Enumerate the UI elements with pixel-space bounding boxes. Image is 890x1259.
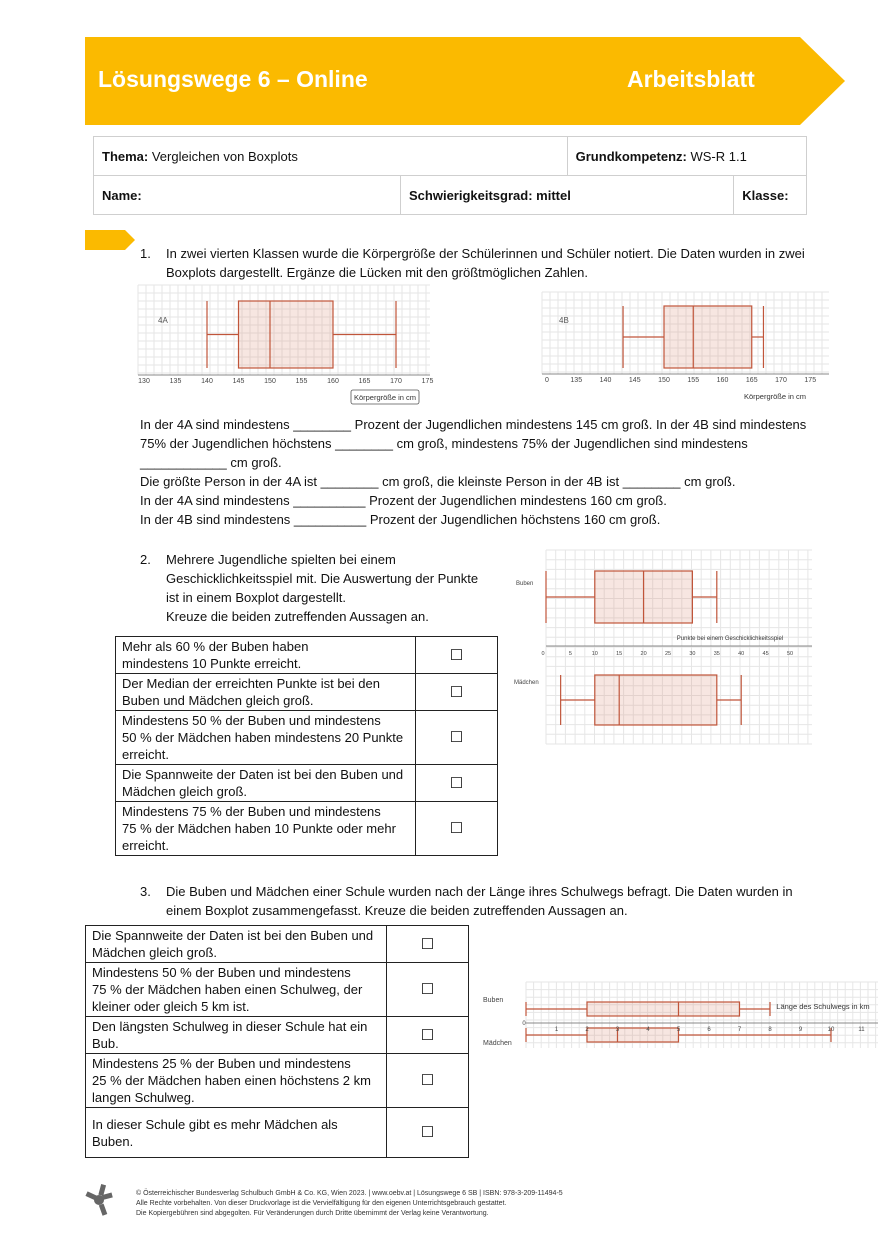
checkbox[interactable]: ☐ xyxy=(387,926,469,963)
publisher-logo xyxy=(84,1183,114,1217)
tick-label: 135 xyxy=(570,377,583,384)
checkbox[interactable]: ☐ xyxy=(416,637,498,674)
schwierigkeit-cell: Schwierigkeitsgrad: mittel xyxy=(401,176,734,215)
series-label: 4A xyxy=(158,316,168,325)
tick-label: 145 xyxy=(628,377,641,384)
tick-label: 145 xyxy=(232,378,245,385)
boxplot-4a xyxy=(138,285,434,410)
statement-row: Den längsten Schulweg in dieser Schule hat ein Bub. ☐ xyxy=(86,1017,469,1054)
series-label: 4B xyxy=(559,316,569,325)
statement-row: Mindestens 50 % der Buben und mindestens 75 % der Mädchen haben einen Schulweg, der kleiner oder gleich 5 km ist. ☐ xyxy=(86,963,469,1017)
checkbox[interactable]: ☐ xyxy=(387,1108,469,1158)
checkbox[interactable]: ☐ xyxy=(387,963,469,1017)
box xyxy=(587,1002,740,1016)
checkbox[interactable]: ☐ xyxy=(416,674,498,711)
tick-label: 140 xyxy=(599,377,612,384)
task2-number: 2. xyxy=(140,552,151,567)
task1-number: 1. xyxy=(140,246,151,261)
tick-label: 165 xyxy=(358,378,371,385)
box xyxy=(664,306,752,368)
tick-label: 11 xyxy=(858,1027,865,1033)
tick-label: 10 xyxy=(591,651,598,657)
tick-label: 5 xyxy=(568,651,572,657)
tick-label: 160 xyxy=(327,378,339,385)
axis-label: Körpergröße in cm xyxy=(743,392,807,401)
tick-label: 170 xyxy=(775,377,787,384)
klasse-cell: Klasse: xyxy=(734,176,807,215)
tick-label: 25 xyxy=(664,651,672,657)
series-label: Mädchen xyxy=(483,1040,512,1047)
document-type: Arbeitsblatt xyxy=(627,66,755,92)
task3-intro: Die Buben und Mädchen einer Schule wurden nach der Länge ihres Schulwegs befragt. Die Daten wurden in einem Boxplot zusammengefasst. Kreuze die beiden zutreffenden Aussagen an. xyxy=(166,884,793,918)
statement-row: Mindestens 75 % der Buben und mindestens 75 % der Mädchen haben 10 Punkte oder mehr erreicht. ☐ xyxy=(116,802,498,856)
section-marker xyxy=(85,230,135,250)
statement-row: Mindestens 50 % der Buben und mindestens 50 % der Mädchen haben mindestens 20 Punkte erreicht. ☐ xyxy=(116,711,498,765)
tick-label: 155 xyxy=(295,378,308,385)
box xyxy=(595,675,717,725)
tick-label: 2 xyxy=(585,1027,589,1033)
checkbox[interactable]: ☐ xyxy=(387,1054,469,1108)
tick-label: 30 xyxy=(689,651,696,657)
tick-label: 8 xyxy=(768,1027,772,1033)
task1-text: In der 4A sind mindestens ________ Prozent der Jugendlichen mindestens 145 cm groß. In der 4B sind mindestens 75% der Jugendlichen höchstens ________ cm groß, mindestens 75% der Jugendlichen sind mindestens ____________ cm groß. Die größte Person in der 4A ist ________ cm groß, die kleinste Person in der 4B ist ________ cm groß. In der 4A sind mindestens __________ Prozent der Jugendlichen mindestens 160 cm groß. In der 4B sind mindestens __________ Prozent der Jugendlichen höchstens 160 cm groß. xyxy=(140,417,807,527)
kompetenz-cell: Grundkompetenz: WS-R 1.1 xyxy=(567,137,806,176)
tick-label: 0 xyxy=(545,377,549,384)
task3-statements xyxy=(85,925,469,1158)
tick-label: 40 xyxy=(738,651,745,657)
series-label: Mädchen xyxy=(514,680,539,686)
tick-label: 10 xyxy=(827,1027,835,1033)
tick-label: 6 xyxy=(707,1027,711,1033)
tick-label: 0 xyxy=(522,1021,526,1027)
tick-label: 175 xyxy=(804,377,817,384)
tick-label: 130 xyxy=(138,378,150,385)
tick-label: 175 xyxy=(421,378,434,385)
statement-row: In dieser Schule gibt es mehr Mädchen als Buben. ☐ xyxy=(86,1108,469,1158)
info-table xyxy=(93,136,807,215)
tick-label: 140 xyxy=(201,378,213,385)
statement-row: Die Spannweite der Daten ist bei den Buben und Mädchen gleich groß. ☐ xyxy=(86,926,469,963)
tick-label: 3 xyxy=(615,1027,620,1033)
checkbox[interactable]: ☐ xyxy=(416,711,498,765)
tick-label: 45 xyxy=(762,651,769,657)
task2-intro: Mehrere Jugendliche spielten bei einem Geschicklichkeitsspiel mit. Die Auswertung der Punkte ist in einem Boxplot dargestellt. Kreuze die beiden zutreffenden Aussagen an. xyxy=(166,552,479,624)
name-cell: Name: xyxy=(94,176,401,215)
axis-label: Länge des Schulwegs in km xyxy=(776,1002,870,1011)
tick-label: 15 xyxy=(616,651,623,657)
tick-label: 50 xyxy=(786,651,794,657)
box xyxy=(239,301,334,368)
tick-label: 4 xyxy=(646,1027,650,1033)
axis-label: Punkte bei einem Geschicklichkeitsspiel xyxy=(676,636,784,642)
boxplot-4b xyxy=(542,292,829,410)
tick-label: 160 xyxy=(716,377,729,384)
series-label: Buben xyxy=(483,997,504,1004)
checkbox[interactable]: ☐ xyxy=(416,802,498,856)
box xyxy=(587,1028,679,1042)
axis-label: Körpergröße in cm xyxy=(353,393,417,402)
tick-label: 7 xyxy=(737,1027,742,1033)
thema-cell: Thema: Vergleichen von Boxplots xyxy=(94,137,568,176)
footer-text: © Österreichischer Bundesverlag Schulbuch GmbH & Co. KG, Wien 2023. | www.oebv.at | Lösungswege 6 SB | ISBN: 978-3-209-11494-5 Alle Rechte vorbehalten. Von dieser Druckvorlage ist die Vervielfältigung für den eigenen Unterrichtsgebrauch gestattet. Die Kopiergebühren sind abgegolten. Für Veränderungen durch Dritte übernimmt der Verlag keine Verantwortung. xyxy=(136,1190,563,1217)
checkbox[interactable]: ☐ xyxy=(387,1017,469,1054)
boxplot-schulweg xyxy=(480,982,878,1052)
tick-label: 150 xyxy=(264,378,276,385)
statement-row: Mehr als 60 % der Buben haben mindestens 10 Punkte erreicht. ☐ xyxy=(116,637,498,674)
tick-label: 165 xyxy=(745,377,758,384)
tick-label: 0 xyxy=(541,651,545,657)
series-label: Buben xyxy=(516,581,534,587)
statement-row: Der Median der erreichten Punkte ist bei den Buben und Mädchen gleich groß. ☐ xyxy=(116,674,498,711)
tick-label: 20 xyxy=(640,651,647,657)
statement-row: Die Spannweite der Daten ist bei den Buben und Mädchen gleich groß. ☐ xyxy=(116,765,498,802)
page-title: Lösungswege 6 – Online xyxy=(98,66,368,92)
boxplot-geschicklichkeit xyxy=(512,550,812,744)
task1-intro: In zwei vierten Klassen wurde die Körpergröße der Schülerinnen und Schüler notiert. Die Daten wurden in zwei Boxplots dargestellt. Ergänze die Lücken mit den größtmöglichen Zahlen. xyxy=(166,246,805,280)
tick-label: 35 xyxy=(713,651,720,657)
task2-statements xyxy=(115,636,498,856)
tick-label: 150 xyxy=(658,377,670,384)
task3-number: 3. xyxy=(140,884,151,899)
tick-label: 1 xyxy=(554,1027,559,1033)
checkbox[interactable]: ☐ xyxy=(416,765,498,802)
tick-label: 155 xyxy=(687,377,700,384)
tick-label: 170 xyxy=(390,378,402,385)
tick-label: 9 xyxy=(798,1027,803,1033)
tick-label: 5 xyxy=(676,1027,681,1033)
tick-label: 135 xyxy=(169,378,182,385)
statement-row: Mindestens 25 % der Buben und mindestens 25 % der Mädchen haben einen höchstens 2 km langen Schulweg. ☐ xyxy=(86,1054,469,1108)
